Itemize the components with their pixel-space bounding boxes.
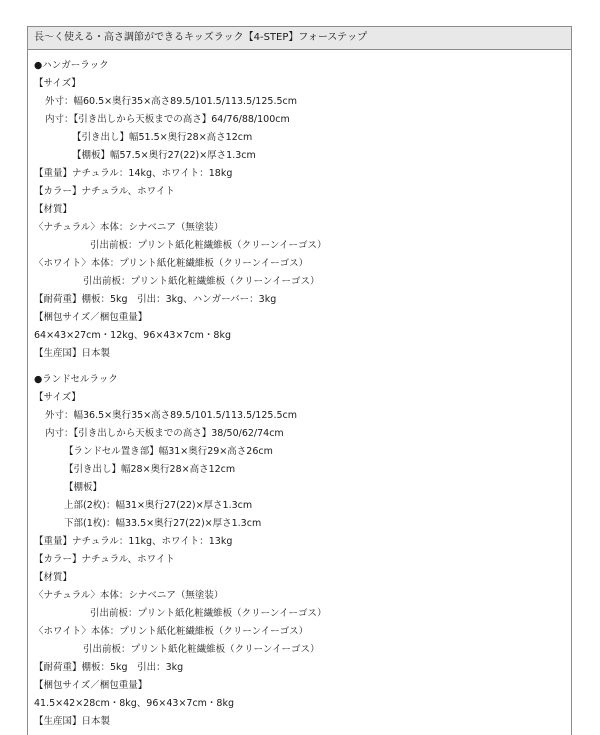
page-title: 長〜く使える・高さ調節ができるキッズラック【4-STEP】フォーステップ xyxy=(28,27,571,50)
randsel-drawer-size: 【引き出し】幅28×奥行28×高さ12cm xyxy=(64,464,236,475)
randsel-shelf-label: 【棚板】 xyxy=(64,482,103,493)
randsel-natural-body: 〈ナチュラル〉本体：シナベニア（無塗装） xyxy=(34,590,224,601)
hanger-white-body: 〈ホワイト〉本体：プリント紙化粧繊維板（クリーンイーゴス） xyxy=(34,258,309,269)
randsel-natural-front: 引出前板：プリント紙化粧繊維板（クリーンイーゴス） xyxy=(90,608,327,619)
randsel-weight: 【重量】ナチュラル：11kg、ホワイト：13kg xyxy=(34,536,233,547)
hanger-heading: ●ハンガーラック xyxy=(34,60,109,71)
randsel-package: 41.5×42×28cm・8kg、96×43×7cm・8kg xyxy=(34,698,234,709)
hanger-weight: 【重量】ナチュラル：14kg、ホワイト：18kg xyxy=(34,168,233,179)
hanger-package-label: 【梱包サイズ／梱包重量】 xyxy=(34,312,148,323)
hanger-natural-body: 〈ナチュラル〉本体：シナベニア（無塗装） xyxy=(34,222,224,233)
randsel-white-front: 引出前板：プリント紙化粧繊維板（クリーンイーゴス） xyxy=(83,644,320,655)
randsel-load: 【耐荷重】棚板：5kg 引出：3kg xyxy=(34,662,184,673)
randsel-outer-size: 外寸：幅36.5×奥行35×高さ89.5/101.5/113.5/125.5cm xyxy=(45,410,297,421)
hanger-inner-size: 内寸：【引き出しから天板までの高さ】64/76/88/100cm xyxy=(45,114,290,125)
hanger-color: 【カラー】ナチュラル、ホワイト xyxy=(34,186,175,197)
randsel-shelf-bottom: 下部(1枚)：幅33.5×奥行27(22)×厚さ1.3cm xyxy=(64,518,262,529)
randsel-size-label: 【サイズ】 xyxy=(34,392,81,403)
hanger-material-label: 【材質】 xyxy=(34,204,73,215)
randsel-space-size: 【ランドセル置き部】幅31×奥行29×高さ26cm xyxy=(64,446,273,457)
hanger-natural-front: 引出前板：プリント紙化粧繊維板（クリーンイーゴス） xyxy=(90,240,327,251)
hanger-package: 64×43×27cm・12kg、96×43×7cm・8kg xyxy=(34,330,231,341)
randsel-shelf-top: 上部(2枚)：幅31×奥行27(22)×厚さ1.3cm xyxy=(64,500,253,511)
hanger-origin: 【生産国】日本製 xyxy=(34,348,111,359)
hanger-shelf-size: 【棚板】幅57.5×奥行27(22)×厚さ1.3cm xyxy=(72,150,256,161)
randsel-color: 【カラー】ナチュラル、ホワイト xyxy=(34,554,175,565)
randsel-material-label: 【材質】 xyxy=(34,572,73,583)
randsel-origin: 【生産国】日本製 xyxy=(34,716,111,727)
hanger-size-label: 【サイズ】 xyxy=(34,78,81,89)
randsel-package-label: 【梱包サイズ／梱包重量】 xyxy=(34,680,148,691)
randsel-inner-size: 内寸：【引き出しから天板までの高さ】38/50/62/74cm xyxy=(45,428,284,439)
randsel-white-body: 〈ホワイト〉本体：プリント紙化粧繊維板（クリーンイーゴス） xyxy=(34,626,309,637)
hanger-drawer-size: 【引き出し】幅51.5×奥行28×高さ12cm xyxy=(72,132,253,143)
randsel-heading: ●ランドセルラック xyxy=(34,374,118,385)
hanger-outer-size: 外寸：幅60.5×奥行35×高さ89.5/101.5/113.5/125.5cm xyxy=(45,96,297,107)
spec-table xyxy=(27,26,572,735)
hanger-load: 【耐荷重】棚板：5kg 引出：3kg、ハンガーバー：3kg xyxy=(34,294,277,305)
hanger-white-front: 引出前板：プリント紙化粧繊維板（クリーンイーゴス） xyxy=(83,276,320,287)
